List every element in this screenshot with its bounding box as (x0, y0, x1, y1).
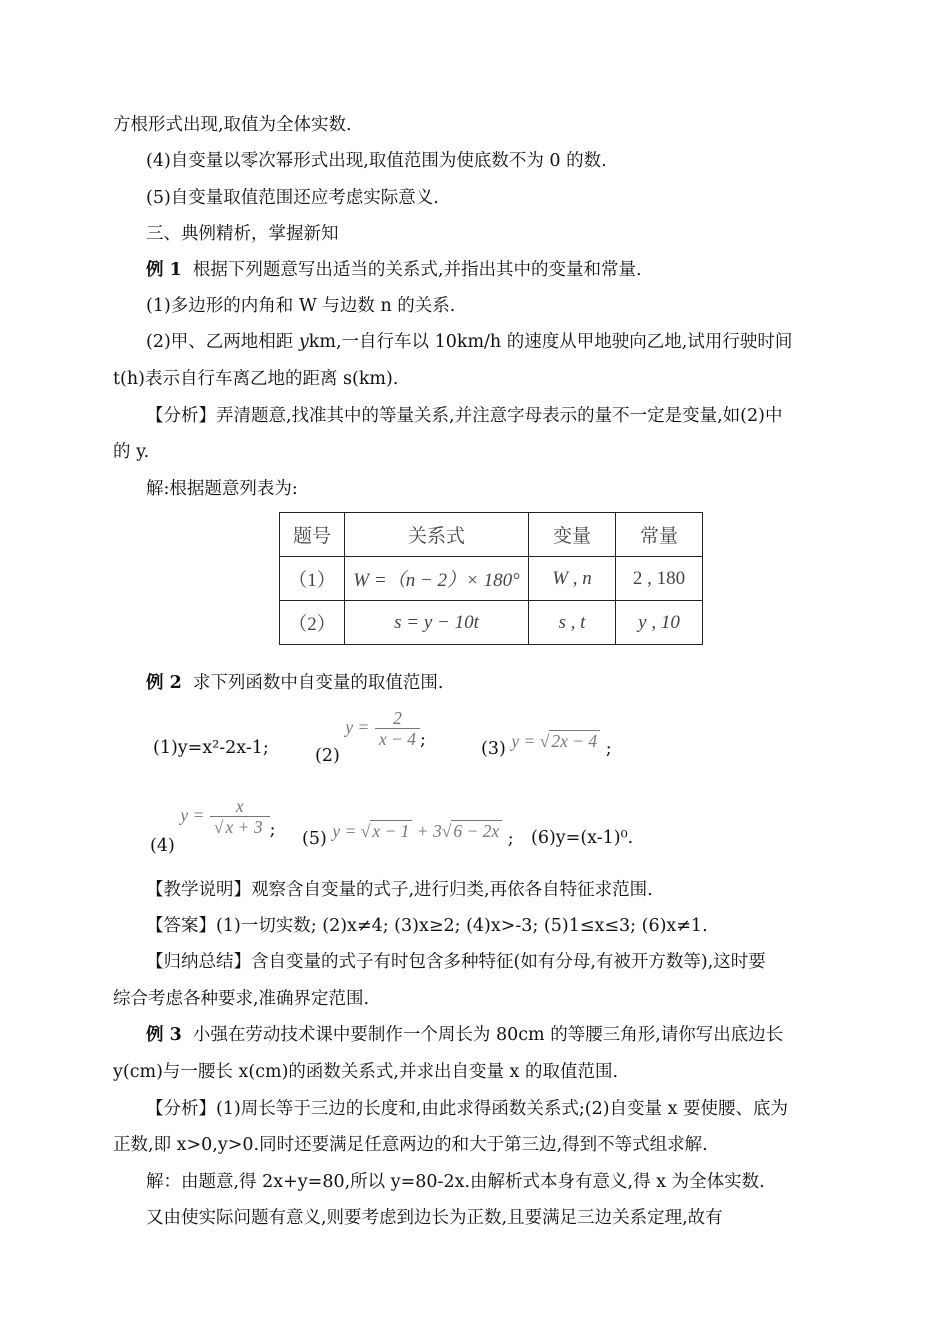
table-header: 题号 (280, 513, 345, 557)
radicand: 6 − 2x (451, 820, 502, 841)
text-line: 方根形式出现,取值为全体实数. (113, 115, 352, 135)
text-span: (2)甲、乙两地相距 (146, 332, 299, 352)
text-line: 【分析】(1)周长等于三边的长度和,由此求得函数关系式;(2)自变量 x 要使腰、底为 (146, 1099, 789, 1119)
formula-label: (4) (150, 836, 175, 856)
formula-end: ; (269, 820, 276, 840)
example-2 (146, 671, 443, 695)
formula-operator: + 3 (412, 821, 442, 841)
formula-5 (302, 821, 514, 851)
text-line: y(cm)与一腰长 x(cm)的函数关系式,并求出自变量 x 的取值范围. (113, 1062, 619, 1082)
formula-lhs: y = (345, 717, 370, 737)
formula-6: (6)y=(x-1)⁰. (531, 828, 634, 848)
teaching-note: 【教学说明】观察含自变量的式子,进行归类,再依各自特征求范围. (146, 880, 653, 900)
fraction (210, 796, 270, 837)
table-cell: （1） (280, 557, 345, 601)
table-header: 关系式 (345, 513, 529, 557)
formula-end: ; (419, 730, 426, 750)
table-row (280, 557, 703, 601)
formula-label: (5) (302, 829, 327, 849)
radicand: x + 3 (224, 816, 266, 837)
fraction-numerator: x (210, 796, 270, 817)
example-text: 根据下列题意写出适当的关系式,并指出其中的变量和常量. (192, 260, 642, 280)
formula-2 (315, 708, 426, 766)
example-text: 小强在劳动技术课中要制作一个周长为 80cm 的等腰三角形,请你写出底边长 (192, 1025, 784, 1045)
summary-line: 【归纳总结】含自变量的式子有时包含多种特征(如有分母,有被开方数等),这时要 (146, 952, 766, 972)
fraction (375, 708, 420, 749)
text-line: (1)多边形的内角和 W 与边数 n 的关系. (146, 296, 456, 316)
formula-label: (3) (481, 739, 506, 759)
fraction-denominator: x − 4 (378, 729, 416, 749)
example-text: 求下列函数中自变量的取值范围. (192, 673, 444, 693)
formula-expression (511, 731, 600, 751)
radical-sign: √ (213, 817, 224, 837)
table-header-row (280, 513, 703, 557)
text-line: 又由使实际问题有意义,则要考虑到边长为正数,且要满足三边关系定理,故有 (146, 1208, 723, 1228)
text-line: (4)自变量以零次幂形式出现,取值范围为使底数不为 0 的数. (146, 151, 607, 171)
example-label: 例 3 (146, 1025, 182, 1045)
table-cell: s = y − 10t (345, 601, 529, 645)
text-line (146, 330, 792, 354)
table-row (280, 601, 703, 645)
radical-sign: √ (441, 821, 452, 841)
formula-1: (1)y=x²-2x-1; (153, 738, 269, 758)
text-line: 正数,即 x>0,y>0.同时还要满足任意两边的和大于第三边,得到不等式组求解. (113, 1135, 708, 1155)
text-line: 的 y. (113, 442, 150, 462)
example-3 (146, 1023, 783, 1047)
table-header: 变量 (529, 513, 616, 557)
table-cell: W =（n − 2）× 180° (345, 557, 529, 601)
text-span: y (298, 332, 309, 352)
radicand: x − 1 (370, 820, 412, 841)
relation-table (279, 512, 703, 645)
radical-sign: √ (360, 821, 371, 841)
table-cell: 2 , 180 (616, 557, 703, 601)
fraction-denominator (210, 817, 270, 837)
formula-expression (332, 821, 502, 841)
fraction-numerator: 2 (375, 708, 420, 729)
formula-end: ; (507, 829, 514, 849)
formula-lhs: y = (511, 731, 536, 751)
text-span: km,一自行车以 10km/h 的速度从甲地驶向乙地,试用行驶时间 (308, 332, 793, 352)
table-cell: y , 10 (616, 601, 703, 645)
text-line: (5)自变量取值范围还应考虑实际意义. (146, 188, 439, 208)
section-heading: 三、典例精析，掌握新知 (146, 224, 339, 244)
formula-lhs: y = (180, 805, 205, 825)
example-label: 例 2 (146, 673, 182, 693)
example-1 (146, 258, 642, 282)
formula-label: (2) (315, 746, 340, 766)
radicand: 2x − 4 (549, 730, 600, 751)
text-line: t(h)表示自行车离乙地的距离 s(km). (113, 369, 399, 389)
formula-end: ; (605, 739, 612, 759)
radical-sign: √ (539, 731, 550, 751)
formula-lhs: y = (332, 821, 357, 841)
answer-line: 【答案】(1)一切实数; (2)x≠4; (3)x≥2; (4)x>-3; (5)1≤x≤3; (6)x≠1. (146, 916, 708, 936)
table-cell: s , t (529, 601, 616, 645)
text-line: 解:根据题意列表为: (146, 479, 298, 499)
formula-3 (481, 731, 612, 761)
formula-4 (150, 796, 276, 856)
text-line: 解：由题意,得 2x+y=80,所以 y=80-2x.由解析式本身有意义,得 x 为全体实数. (146, 1172, 765, 1192)
table-header: 常量 (616, 513, 703, 557)
summary-line: 综合考虑各种要求,准确界定范围. (113, 989, 370, 1009)
table-cell: （2） (280, 601, 345, 645)
example-label: 例 1 (146, 260, 182, 280)
table-cell: W , n (529, 557, 616, 601)
text-line: 【分析】弄清题意,找准其中的等量关系,并注意字母表示的量不一定是变量,如(2)中 (146, 406, 783, 426)
